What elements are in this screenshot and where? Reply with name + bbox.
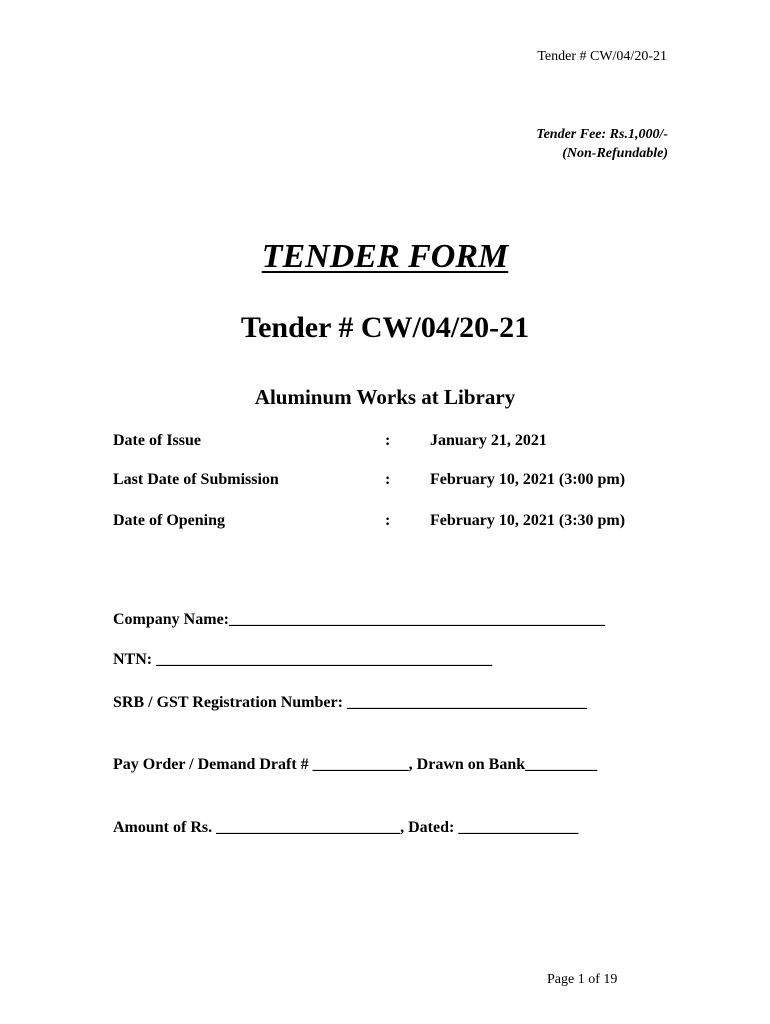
date-colon: : bbox=[385, 512, 391, 529]
date-colon: : bbox=[385, 471, 391, 488]
registration-number-field[interactable]: SRB / GST Registration Number: ______________________________ bbox=[113, 694, 587, 711]
date-value: February 10, 2021 (3:00 pm) bbox=[430, 471, 626, 488]
tender-subject: Aluminum Works at Library bbox=[254, 385, 516, 409]
header-tender-reference: Tender # CW/04/20-21 bbox=[537, 49, 667, 64]
date-of-opening-row bbox=[113, 512, 673, 534]
last-date-of-submission-row bbox=[113, 471, 673, 493]
tender-fee-block bbox=[536, 125, 668, 163]
date-label: Last Date of Submission bbox=[113, 471, 279, 488]
tender-fee: Tender Fee: Rs.1,000/- bbox=[536, 127, 668, 142]
pay-order-field[interactable]: Pay Order / Demand Draft # ____________, Drawn on Bank_________ bbox=[113, 756, 598, 773]
date-label: Date of Issue bbox=[113, 432, 201, 449]
amount-dated-field[interactable]: Amount of Rs. _______________________, Dated: _______________ bbox=[113, 819, 579, 836]
form-title: TENDER FORM bbox=[261, 238, 509, 275]
company-name-field[interactable]: Company Name:_______________________________________________ bbox=[113, 611, 605, 628]
date-value: January 21, 2021 bbox=[430, 432, 547, 449]
date-colon: : bbox=[385, 432, 391, 449]
tender-number: Tender # CW/04/20-21 bbox=[240, 311, 530, 344]
ntn-field[interactable]: NTN: __________________________________________ bbox=[113, 651, 493, 668]
non-refundable-note: (Non-Refundable) bbox=[562, 146, 668, 161]
date-value: February 10, 2021 (3:30 pm) bbox=[430, 512, 626, 529]
page-number: Page 1 of 19 bbox=[547, 972, 618, 987]
date-label: Date of Opening bbox=[113, 512, 225, 529]
date-of-issue-row bbox=[113, 432, 673, 454]
